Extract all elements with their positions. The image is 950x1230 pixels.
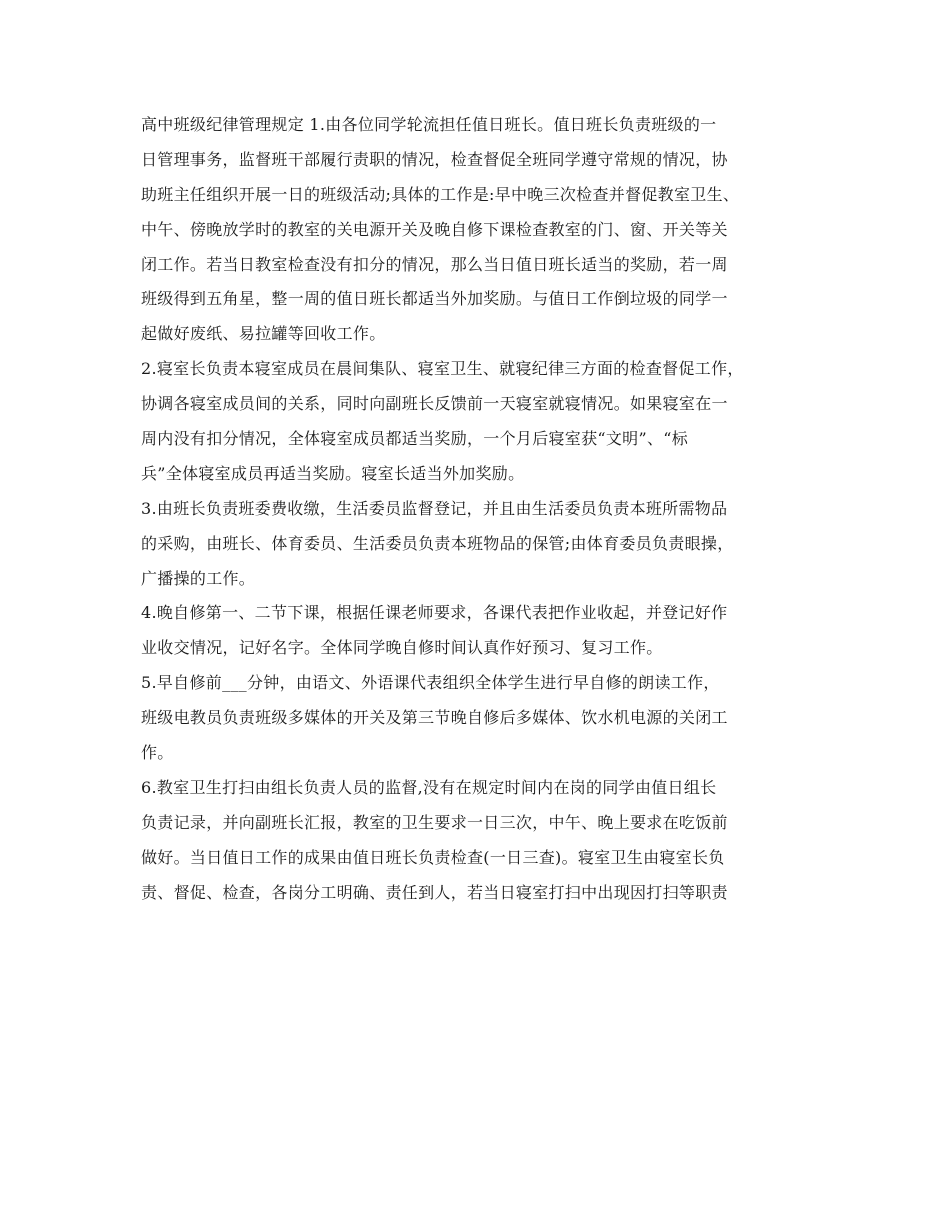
text-line: 负责记录，并向副班长汇报，教室的卫生要求一日三次，中午、晚上要求在吃饭前 xyxy=(141,812,728,832)
text-line: 日管理事务，监督班干部履行责职的情况，检查督促全班同学遵守常规的情况，协 xyxy=(141,149,728,169)
text-line: 高中班级纪律管理规定 1.由各位同学轮流担任值日班长。值日班长负责班级的一 xyxy=(141,115,717,134)
text-line: 业收交情况，记好名字。全体同学晚自修时间认真作好预习、复习工作。 xyxy=(141,638,663,658)
text-line: 作。 xyxy=(141,743,174,763)
text-line: 起做好废纸、易拉罐等回收工作。 xyxy=(141,324,386,344)
text-line: 闭工作。若当日教室检查没有扣分的情况，那么当日值日班长适当的奖励，若一周 xyxy=(141,254,728,274)
text-line: 6.教室卫生打扫由组长负责人员的监督,没有在规定时间内在岗的同学由值日组长 xyxy=(141,777,717,797)
text-line: 协调各寝室成员间的关系，同时向副班长反馈前一天寝室就寝情况。如果寝室在一 xyxy=(141,394,728,414)
text-line: 周内没有扣分情况，全体寝室成员都适当奖励，一个月后寝室获“文明”、“标 xyxy=(141,429,689,449)
text-line: 班级电教员负责班级多媒体的开关及第三节晚自修后多媒体、饮水机电源的关闭工 xyxy=(141,708,728,728)
text-line: 2.寝室长负责本寝室成员在晨间集队、寝室卫生、就寝纪律三方面的检查督促工作， xyxy=(141,359,744,379)
document-body xyxy=(141,108,821,910)
text-line: 广播操的工作。 xyxy=(141,568,256,588)
text-line: 5.早自修前___分钟，由语文、外语课代表组织全体学生进行早自修的朗读工作， xyxy=(141,673,720,693)
text-line: 做好。当日值日工作的成果由值日班长负责检查(一日三查)。寝室卫生由寝室长负 xyxy=(141,847,725,867)
text-line: 中午、傍晚放学时的教室的关电源开关及晚自修下课检查教室的门、窗、开关等关 xyxy=(141,219,728,239)
text-line: 的采购，由班长、体育委员、生活委员负责本班物品的保管;由体育委员负责眼操， xyxy=(141,533,734,553)
text-line: 班级得到五角星，整一周的值日班长都适当外加奖励。与值日工作倒垃圾的同学一 xyxy=(141,289,728,309)
text-line: 3.由班长负责班委费收缴，生活委员监督登记，并且由生活委员负责本班所需物品 xyxy=(141,498,728,518)
text-line: 责、督促、检查，各岗分工明确、责任到人，若当日寝室打扫中出现因打扫等职责 xyxy=(141,882,728,902)
text-line: 助班主任组织开展一日的班级活动;具体的工作是:早中晚三次检查并督促教室卫生、 xyxy=(141,184,740,204)
text-line: 兵”全体寝室成员再适当奖励。寝室长适当外加奖励。 xyxy=(141,463,525,483)
text-line: 4.晚自修第一、二节下课，根据任课老师要求，各课代表把作业收起，并登记好作 xyxy=(141,603,728,623)
